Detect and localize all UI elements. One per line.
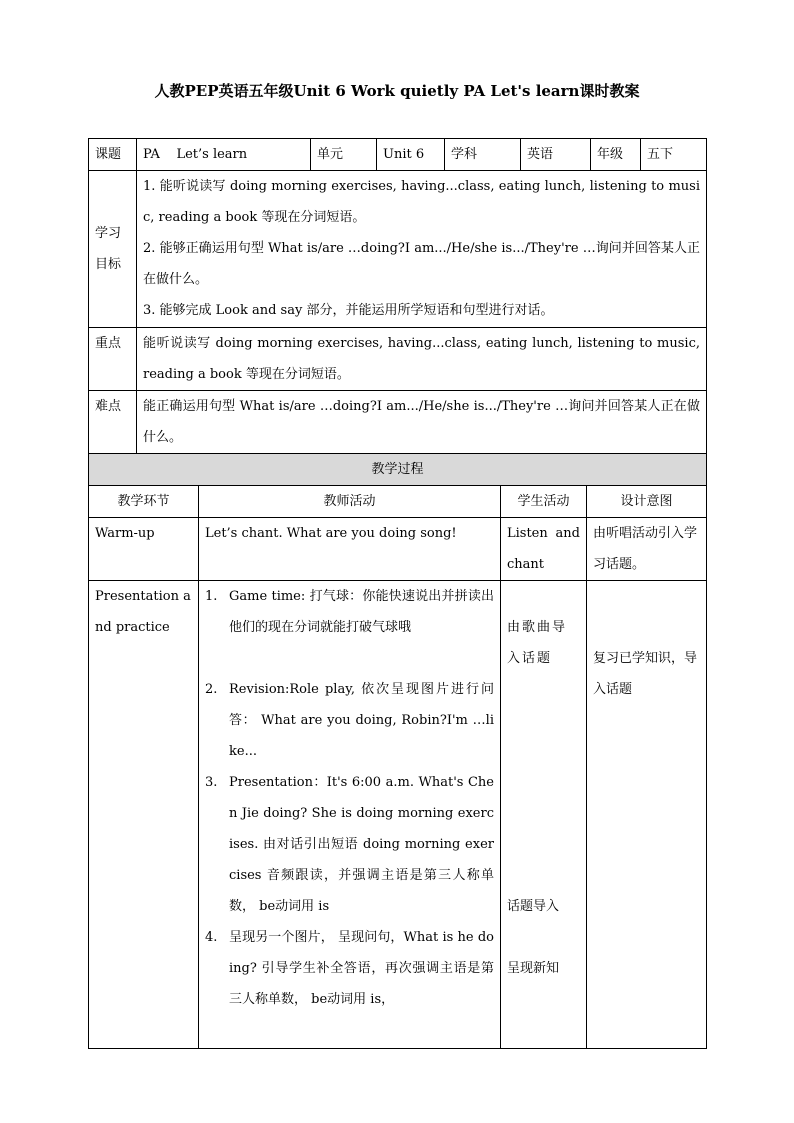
- student-note: 话题导入: [507, 899, 560, 914]
- presentation-student-activity: [501, 581, 587, 1049]
- warmup-student-activity: Listen and chant: [501, 518, 587, 581]
- objective-item: 3. 能够完成 Look and say 部分，并能运用所学短语和句型进行对话。: [143, 303, 554, 318]
- teacher-step-number: 1.: [205, 589, 218, 604]
- column-header-stage: 教学环节: [89, 486, 199, 518]
- difficulties-label: 难点: [89, 391, 137, 454]
- lesson-value: PA Let’s learn: [137, 139, 311, 171]
- grade-value: 五下: [641, 139, 707, 171]
- difficulties-text: 能正确运用句型 What is/are …doing?I am.../He/she is.../They're …询问并回答某人正在做什么。: [137, 391, 707, 454]
- objectives-label-line1: 学习: [95, 226, 122, 241]
- objectives-label: [89, 171, 137, 328]
- teacher-step: [205, 922, 494, 1015]
- column-header-student: 学生活动: [501, 486, 587, 518]
- grade-label: 年级: [591, 139, 641, 171]
- teacher-step-number: 2.: [205, 682, 218, 697]
- teacher-step-text: Game time: 打气球：你能快速说出并拼读出他们的现在分词就能打破气球哦: [229, 589, 494, 635]
- objectives-content: [137, 171, 707, 328]
- teacher-step-number: 3.: [205, 775, 218, 790]
- unit-label: 单元: [311, 139, 377, 171]
- subject-value: 英语: [521, 139, 591, 171]
- objective-item: 1. 能听说读写 doing morning exercises, having...class, eating lunch, listening to music, reading a book 等现在分词短语。: [143, 179, 700, 225]
- column-header-teacher: 教师活动: [199, 486, 501, 518]
- column-header-intent: 设计意图: [587, 486, 707, 518]
- teacher-step: [205, 581, 494, 643]
- student-note: 呈现新知: [507, 961, 560, 976]
- teacher-step-number: 4.: [205, 930, 218, 945]
- subject-label: 学科: [445, 139, 521, 171]
- lesson-label: 课题: [89, 139, 137, 171]
- presentation-intent: [587, 581, 707, 1049]
- presentation-stage: Presentation and practice: [89, 581, 199, 1049]
- presentation-teacher-activity: [199, 581, 501, 1049]
- key-points-label: 重点: [89, 328, 137, 391]
- page-title: 人教PEP英语五年级Unit 6 Work quietly PA Let's learn课时教案: [154, 82, 640, 100]
- warmup-stage: Warm-up: [89, 518, 199, 581]
- teaching-process-table: [88, 453, 707, 1049]
- objectives-label-line2: 目标: [95, 257, 122, 272]
- teacher-step-text: Presentation：It's 6:00 a.m. What's Chen Jie doing? She is doing morning exercises. 由对话引出短语 doing morning exercises 音频跟读，并强调主语是第三人称单数， be动词用 is: [229, 775, 494, 914]
- process-section-title: 教学过程: [89, 454, 707, 486]
- teacher-step-text: 呈现另一个图片， 呈现问句，What is he doing? 引导学生补全答语，再次强调主语是第三人称单数， be动词用 is，: [229, 930, 494, 1007]
- unit-value: Unit 6: [377, 139, 445, 171]
- presentation-intent-text: 复习已学知识，导入话题: [593, 651, 698, 697]
- objective-item: 2. 能够正确运用句型 What is/are …doing?I am.../He/she is.../They're …询问并回答某人正在做什么。: [143, 241, 700, 287]
- teacher-step: [205, 674, 494, 767]
- student-note: 由歌曲导入话题: [507, 620, 568, 666]
- lesson-info-table: [88, 138, 707, 454]
- key-points-text: 能听说读写 doing morning exercises, having...class, eating lunch, listening to music, reading a book 等现在分词短语。: [137, 328, 707, 391]
- teacher-step: [205, 767, 494, 922]
- warmup-teacher-activity: Let’s chant. What are you doing song!: [199, 518, 501, 581]
- teacher-step-text: Revision:Role play, 依次呈现图片进行问答： What are you doing, Robin?I'm …like...: [229, 682, 494, 759]
- warmup-intent: 由听唱活动引入学习话题。: [587, 518, 707, 581]
